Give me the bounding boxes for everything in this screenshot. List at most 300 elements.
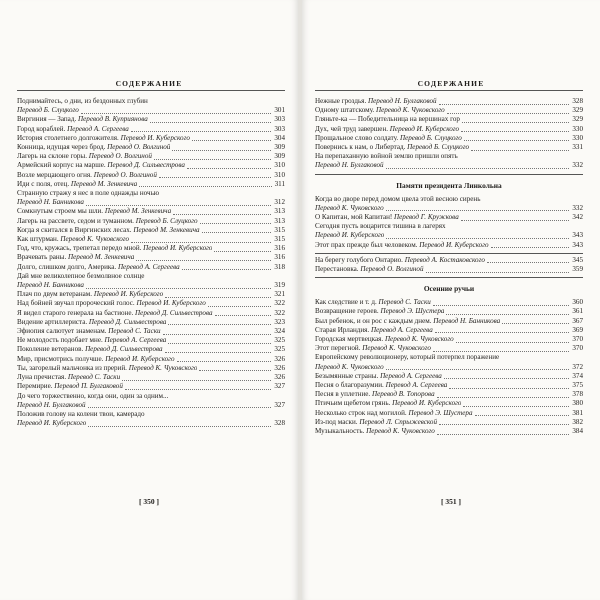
toc-entry [17,189,285,207]
right-group-1 [315,97,583,171]
toc-entry [315,381,583,390]
toc-entry-row [17,382,285,391]
toc-entry [315,372,583,381]
leader-dots [439,103,570,105]
leader-dots [491,246,570,248]
toc-entry [315,418,583,427]
leader-dots [437,396,570,398]
toc-entry-row [17,143,285,152]
toc-entry-text: Виргиния — Запад. Перевод В. Куприянова [17,115,148,124]
toc-entry-row [315,256,583,265]
toc-page-number: 312 [274,198,285,207]
section-divider [315,277,583,278]
toc-entry-row [17,152,285,161]
toc-entry [17,207,285,216]
toc-entry-text: Эфиопия салютует знаменам. Перевод С. Таски [17,327,161,336]
leader-dots [464,139,570,141]
leader-dots [471,149,569,151]
leader-dots [208,305,272,307]
toc-entry-row [17,364,285,373]
leader-dots [446,313,569,315]
toc-entry-row [315,418,583,427]
toc-page-number: 301 [274,106,285,115]
toc-entry-row [17,134,285,143]
toc-entry-text: Лагерь на склоне горы. Перевод О. Волгиной [17,152,152,161]
toc-entry-text: Музыкальность. Перевод К. Чуковского [315,427,435,436]
leader-dots [426,271,570,273]
leader-dots [435,331,570,333]
toc-entry [17,263,285,272]
leader-dots [386,167,570,169]
toc-page-number: 322 [274,308,285,317]
toc-entry-text: Ты, загорелый мальчонка из прерий. Перевод К. Чуковского [17,363,198,372]
toc-page-number: 322 [274,299,285,308]
toc-entry-text: Лагерь на рассвете, седом и туманном. Перевод Б. Слуцкого [17,216,198,225]
toc-page-number: 331 [572,143,583,152]
right-page [302,0,600,600]
toc-page-number: 324 [274,327,285,336]
toc-entry [315,427,583,436]
toc-entry-text: Я видел старого генерала на бастионе. Перевод Д. Сильвестрова [17,308,213,317]
toc-entry [315,152,583,170]
toc-page-number: 342 [572,213,583,222]
toc-entry [315,265,583,274]
toc-entry [315,134,583,143]
leader-dots [88,425,271,427]
toc-entry-row [315,265,583,274]
toc-entry-text: Был ребенок, и он рос с каждым днем. Перевод Н. Банникова [315,316,501,325]
toc-entry-title-line: Странную стражу я нес в поле однажды ночью [17,189,160,198]
right-toc-list [315,97,583,436]
toc-page-number: 343 [572,231,583,240]
toc-entry-text: Безымянные страны. Перевод А. Сергеева [315,371,442,380]
left-page [0,0,298,600]
leader-dots [433,350,569,352]
toc-entry-text: Долго, слишком долго, Америка. Перевод А. Сергеева [17,262,180,271]
toc-entry-text: Как следствие и т. д. Перевод С. Таски [315,298,431,307]
toc-page-number: 370 [572,344,583,353]
toc-entry [17,244,285,253]
leader-dots [439,423,569,425]
left-toc-list [17,97,285,428]
toc-page-number: 326 [274,363,285,372]
toc-entry-row [315,372,583,381]
toc-entry [315,399,583,408]
toc-entry-row [315,231,583,240]
leader-dots [125,388,271,390]
toc-page-number: 374 [572,371,583,380]
toc-entry-text: Одному штатскому. Перевод К. Чуковского [315,106,445,115]
toc-entry [315,409,583,418]
leader-dots [200,222,272,224]
toc-entry-row [17,318,285,327]
toc-entry [17,161,285,170]
toc-entry-row [315,298,583,307]
toc-entry-row [17,198,285,207]
left-page-number: [ 350 ] [139,497,159,506]
toc-entry-text: Городская мертвецкая. Перевод К. Чуковского [315,335,454,344]
toc-page-number: 325 [274,345,285,354]
toc-page-number: 327 [274,400,285,409]
leader-dots [122,379,271,381]
toc-entry-row [315,106,583,115]
leader-dots [177,360,272,362]
toc-entry-text: Перевод Б. Слуцкого [17,106,79,115]
section-heading-autumn: Осенние ручьи [423,284,475,294]
toc-entry-row [315,399,583,408]
toc-page-number: 384 [572,427,583,436]
toc-entry-text: Год, что, кружась, трепетал передо мной. Перевод И. Кубeрского [17,244,213,253]
toc-entry [315,256,583,265]
toc-page-number: 375 [572,381,583,390]
toc-entry-title-line: Европейскому революционеру, который потерпел поражение [315,353,500,362]
toc-page-number: 330 [572,133,583,142]
right-page-title: СОДЕРЖАНИЕ [417,79,485,88]
toc-entry [17,143,285,152]
toc-entry-row [315,307,583,316]
toc-entry-text: Перестановка. Перевод О. Волгиной [315,265,424,274]
toc-entry [17,355,285,364]
toc-page-number: 330 [572,124,583,133]
toc-page-number: 359 [572,265,583,274]
left-page-title: СОДЕРЖАНИЕ [115,79,183,88]
toc-entry [315,195,583,213]
toc-entry-row [17,253,285,262]
toc-entry-row [17,125,285,134]
toc-entry-row [315,326,583,335]
leader-dots [154,158,271,160]
toc-page-number: 328 [572,97,583,105]
leader-dots [163,333,272,335]
toc-entry-row [17,309,285,318]
toc-page-number: 382 [572,417,583,426]
toc-page-number: 303 [274,124,285,133]
toc-entry [17,272,285,290]
toc-entry [315,390,583,399]
toc-entry-text: Не молодость подобает мне. Перевод А. Сергеева [17,336,167,345]
toc-entry [315,344,583,353]
toc-page-number: 343 [572,240,583,249]
toc-entry-text: Перевод Н. Булгаковой [17,400,86,409]
leader-dots [150,121,272,123]
toc-entry-text: Возвращение героев. Перевод Э. Шустера [315,307,445,316]
toc-entry [315,307,583,316]
toc-entry-text: Этот прах прежде был человеком. Перевод И. Кубeрского [315,240,489,249]
toc-page-number: 345 [572,255,583,264]
leader-dots [214,250,271,252]
toc-entry-text: Повернись к нам, о Либертад. Перевод Б. Слуцкого [315,143,470,152]
toc-entry-text: Птичьим щебетом грянь. Перевод И. Кубeрского [315,399,462,408]
toc-entry-row [315,143,583,152]
leader-dots [168,342,271,344]
toc-page-number: 318 [274,262,285,271]
toc-entry [17,318,285,327]
toc-entry [315,241,583,250]
toc-entry [17,327,285,336]
right-group-2 [315,195,583,250]
toc-entry-row [17,401,285,410]
toc-page-number: 319 [274,281,285,290]
toc-page-number: 367 [572,316,583,325]
leader-dots [386,209,570,211]
toc-page-number: 329 [572,106,583,115]
toc-page-number: 326 [274,354,285,363]
leader-dots [475,414,570,416]
toc-entry-row [315,204,583,213]
toc-entry [17,134,285,143]
left-toc-column [17,90,285,428]
leader-dots [165,296,271,298]
toc-page-number: 316 [274,253,285,262]
toc-page-number: 329 [572,115,583,124]
toc-page-number: 309 [274,152,285,161]
leader-dots [461,130,569,132]
toc-entry-text: Мир, присмотрись получше. Перевод И. Кубeрского [17,354,175,363]
toc-page-number: 310 [274,170,285,179]
toc-entry-text: Этот перегной. Перевод К. Чуковского [315,344,431,353]
toc-entry-row [315,125,583,134]
toc-entry-row [17,299,285,308]
toc-page-number: 370 [572,335,583,344]
leader-dots [449,387,569,389]
toc-entry-row [17,290,285,299]
toc-entry [315,298,583,307]
toc-entry-row [315,427,583,436]
toc-entry [17,382,285,391]
toc-entry-text: На берегу голубого Онтарио. Перевод А. Костаковского [315,255,485,264]
toc-entry-row [17,336,285,345]
toc-entry [17,336,285,345]
toc-entry-row [315,115,583,124]
toc-entry-text: История столетнего долгожителя. Перевод И. Кубeрского [17,133,190,142]
toc-entry-row [315,317,583,326]
toc-page-number: 321 [274,290,285,299]
toc-entry [17,235,285,244]
toc-entry-text: Перемирие. Перевод П. Булгаковой [17,382,123,391]
toc-entry-row [315,241,583,250]
leader-dots [437,433,570,435]
toc-entry-title-line: Дай мне великолепное безмолвное солнце [17,271,145,280]
toc-entry-row [315,363,583,372]
toc-entry-row [17,171,285,180]
toc-entry-text: Несколько строк над могилой. Перевод Э. Шустера [315,408,473,417]
toc-entry-text: Поколение ветеранов. Перевод Д. Сильвестрова [17,345,163,354]
toc-entry-text: Над бойней звучал пророческий голос. Перевод И. Кубeрского [17,299,206,308]
leader-dots [202,231,272,233]
toc-entry [17,97,285,115]
toc-page-number: 332 [572,161,583,170]
toc-entry-title-line: Положив голову на колени твои, камерадо [17,409,145,418]
leader-dots [461,219,570,221]
leader-dots [187,167,271,169]
toc-entry-row [17,217,285,226]
leader-dots [139,185,271,187]
toc-page-number: 378 [572,390,583,399]
toc-entry [17,299,285,308]
leader-dots [487,261,569,263]
toc-page-number: 326 [274,373,285,382]
toc-entry [17,180,285,189]
toc-page-number: 303 [274,115,285,124]
leader-dots [502,322,569,324]
section-divider [315,253,583,254]
right-group-3 [315,256,583,274]
leader-dots [386,237,569,239]
toc-entry-text: Перевод Н. Булгаковой [315,161,384,170]
toc-entry-text: Перевод Н. Банникова [17,198,84,207]
toc-entry-row [17,161,285,170]
toc-page-number: 381 [572,408,583,417]
section-divider [315,174,583,175]
toc-page-number: 369 [572,325,583,334]
toc-entry-text: Возле мерцающего огня. Перевод О. Волгиной [17,170,157,179]
toc-entry-text: Из-под маски. Перевод Л. Спрыжевской [315,417,438,426]
toc-entry [17,373,285,382]
toc-entry [315,106,583,115]
toc-entry [17,253,285,262]
toc-entry-row [315,134,583,143]
toc-entry [315,317,583,326]
toc-entry-title-line: Сегодня пусть воцарится тишина в лагерях [315,222,446,231]
toc-entry-row [17,180,285,189]
toc-entry-text: Перевод К. Чуковского [315,362,384,371]
toc-entry-title-line: До чего торжественно, когда они, один за одним... [17,391,169,400]
toc-entry-row [17,226,285,235]
toc-entry-row [17,106,285,115]
leader-dots [159,176,271,178]
toc-entry [315,125,583,134]
toc-entry-row [17,244,285,253]
toc-entry [315,326,583,335]
toc-entry-row [17,327,285,336]
toc-entry-text: Перевод К. Чуковского [315,203,384,212]
toc-entry-row [315,161,583,170]
toc-entry [315,97,583,106]
toc-entry-row [315,97,583,106]
toc-entry [17,364,285,373]
toc-entry [315,222,583,240]
leader-dots [168,323,271,325]
toc-entry [17,290,285,299]
toc-entry [315,143,583,152]
toc-entry [315,213,583,222]
leader-dots [86,287,271,289]
toc-entry-text: Нежные гроздья. Перевод Н. Булгаковой [315,97,437,105]
toc-entry [17,226,285,235]
toc-entry-text: Песня о благоразумии. Перевод А. Сергеева [315,381,448,390]
leader-dots [433,304,570,306]
toc-entry-row [315,335,583,344]
toc-entry-row [17,115,285,124]
toc-entry [17,410,285,428]
leader-dots [456,341,570,343]
toc-entry-text: Гляньте-ка — Победительница на вершинах гор [315,115,460,124]
toc-entry-row [17,373,285,382]
toc-page-number: 328 [274,419,285,428]
leader-dots [192,139,271,141]
toc-entry-text: О Капитан, мой Капитан! Перевод Г. Кружкова [315,213,459,222]
toc-page-number: 361 [572,307,583,316]
toc-page-number: 316 [274,244,285,253]
toc-entry-row [315,344,583,353]
toc-entry-row [17,345,285,354]
right-page-number: [ 351 ] [441,497,461,506]
toc-entry-row [315,381,583,390]
toc-entry-text: Песня в уплетние. Перевод В. Топорова [315,390,435,399]
toc-entry [17,171,285,180]
toc-entry-text: Плач по двум ветеранам. Перевод И. Кубeрского [17,290,164,299]
toc-page-number: 310 [274,161,285,170]
toc-entry-title-line: Когда во дворе перед домом цвела этой весною сирень [315,194,481,203]
toc-entry-text: Перевод И. Кубeрского [315,231,385,240]
toc-entry-text: Видение артиллериста. Перевод Д. Сильвестрова [17,317,167,326]
toc-entry-row [17,235,285,244]
leader-dots [136,259,271,261]
toc-page-number: 332 [572,203,583,212]
toc-entry [17,152,285,161]
leader-dots [81,112,272,114]
toc-page-number: 304 [274,133,285,142]
toc-page-number: 315 [274,235,285,244]
toc-entry-title-line: На перепаханную войной землю пришли опять [315,152,458,161]
toc-page-number: 313 [274,216,285,225]
right-group-4 [315,298,583,436]
toc-page-number: 372 [572,362,583,371]
leader-dots [172,149,271,151]
toc-entry-text: Сомкнутым строем мы шли. Перевод М. Зенкевича [17,207,172,216]
toc-page-number: 380 [572,399,583,408]
leader-dots [463,405,569,407]
toc-page-number: 360 [572,298,583,307]
toc-entry-text: Прощальное слово солдату. Перевод Б. Слуцкого [315,133,462,142]
leader-dots [173,213,271,215]
toc-entry-text: Когда я скитался в Виргинских лесах. Перевод М. Зенкевича [17,225,200,234]
toc-entry [17,345,285,354]
toc-entry [315,335,583,344]
toc-page-number: 311 [274,179,285,188]
toc-entry-row [315,409,583,418]
toc-entry-text: Перевод И. Кубeрского [17,419,87,428]
toc-entry-text: Луна пречистая. Перевод С. Таски [17,373,121,382]
leader-dots [462,121,569,123]
toc-entry [17,309,285,318]
leader-dots [199,369,271,371]
toc-page-number: 315 [274,225,285,234]
toc-entry [17,125,285,134]
leader-dots [88,406,272,408]
toc-entry-row [17,263,285,272]
toc-page-number: 323 [274,317,285,326]
toc-page-number: 313 [274,207,285,216]
leader-dots [131,241,271,243]
toc-entry-row [17,207,285,216]
toc-entry-row [17,281,285,290]
leader-dots [215,314,272,316]
toc-entry-text: Город кораблей. Перевод А. Сергеева [17,124,129,133]
leader-dots [182,268,272,270]
toc-entry-row [315,213,583,222]
toc-entry [315,353,583,371]
toc-page-number: 325 [274,336,285,345]
leader-dots [86,204,271,206]
toc-entry-text: Старая Ирландия. Перевод А. Сергеева [315,325,433,334]
toc-entry-text: Армейский корпус на марше. Перевод Д. Сильвестрова [17,161,185,170]
leader-dots [447,112,570,114]
leader-dots [444,377,570,379]
section-heading-lincoln: Памяти президента Линкольна [396,180,502,190]
right-toc-column [315,90,583,436]
toc-entry [17,392,285,410]
